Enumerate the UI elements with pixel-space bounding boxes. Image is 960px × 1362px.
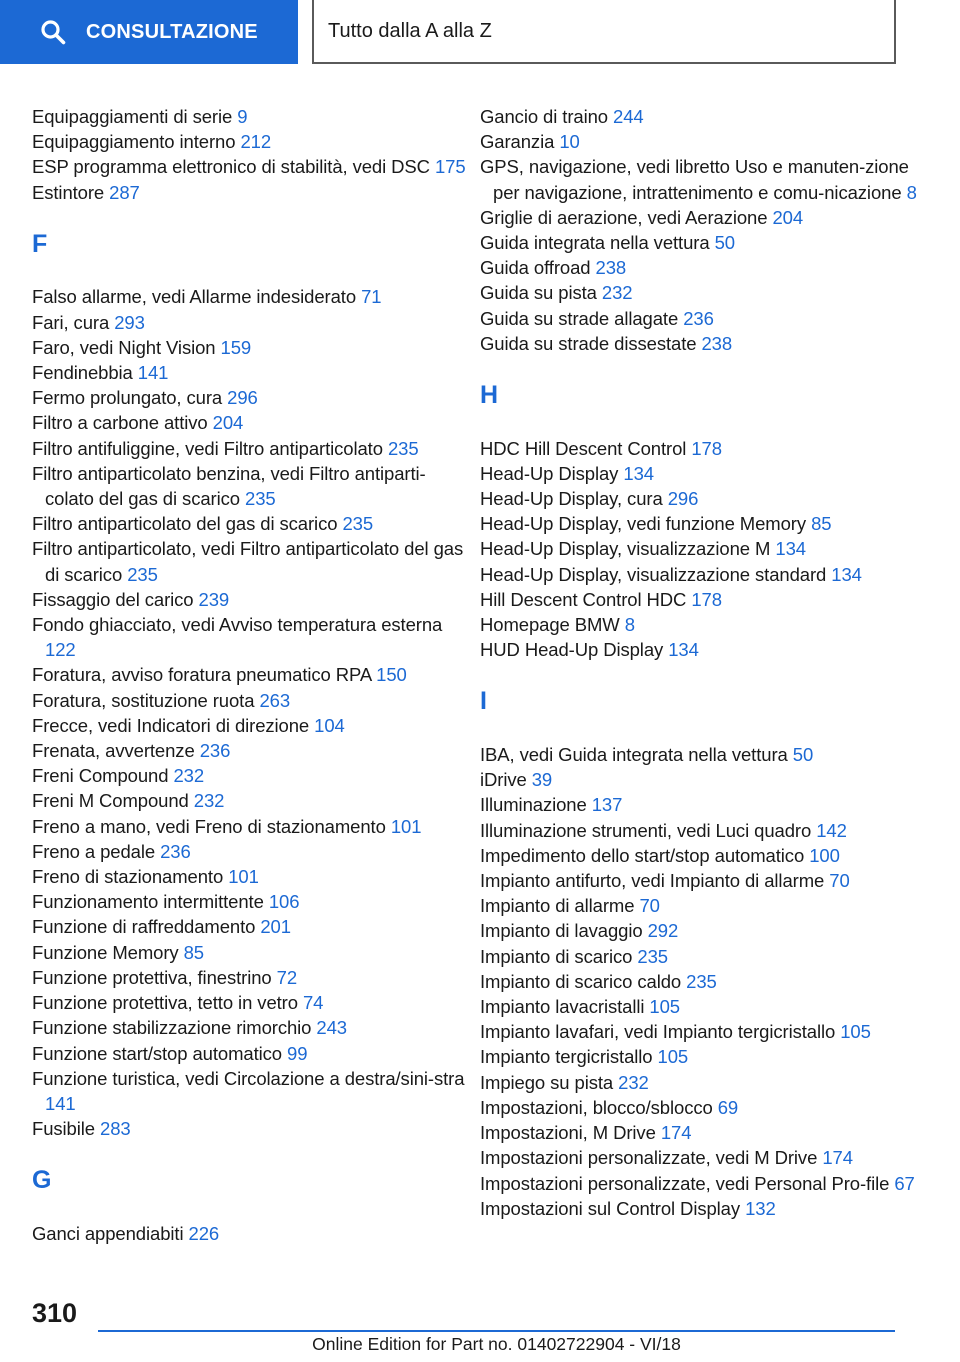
page-reference-link[interactable]: 99: [287, 1042, 308, 1064]
index-entry: [480, 230, 920, 255]
index-entry: [32, 990, 472, 1015]
index-entry-text: Guida integrata nella vettura: [480, 232, 710, 254]
index-entry: [32, 1066, 472, 1116]
page-reference-link[interactable]: 159: [220, 336, 252, 358]
index-entry: [32, 889, 472, 914]
index-entry: [32, 839, 472, 864]
index-entry: [480, 486, 920, 511]
page-reference-link[interactable]: 244: [613, 106, 644, 127]
index-entry: [480, 1019, 920, 1044]
index-entry-text: GPS, navigazione, vedi libretto Uso e manuten‐zione per navigazione, intrattenimento e comu‐nicazione: [480, 156, 909, 203]
page-reference-link[interactable]: 263: [259, 689, 291, 711]
page-reference-link[interactable]: 142: [816, 819, 847, 841]
index-entry: [32, 914, 472, 939]
page-reference-link[interactable]: 70: [639, 895, 660, 917]
page-reference-link[interactable]: 134: [775, 538, 806, 560]
page-reference-link[interactable]: 10: [559, 131, 580, 153]
page-reference-link[interactable]: 71: [361, 286, 382, 308]
index-entry-text: Impianto di scarico caldo: [480, 970, 682, 992]
page-reference-link[interactable]: 85: [811, 513, 832, 535]
index-entry: [480, 1070, 920, 1095]
index-entry: [480, 1196, 920, 1221]
index-entry: [32, 713, 472, 738]
index-entry: [480, 587, 920, 612]
index-entry: [480, 893, 920, 918]
page-reference-link[interactable]: 235: [342, 513, 374, 535]
index-entry: [480, 944, 920, 969]
index-entry-text: Funzione di raffreddamento: [32, 916, 256, 938]
index-entry: [32, 335, 472, 360]
index-entry-text: Impostazioni personalizzate, vedi Personal Pro‐file: [480, 1172, 890, 1194]
index-entry-text: Fendinebbia: [32, 362, 133, 384]
index-entry-text: Guida su strade allagate: [480, 307, 679, 329]
index-entry: [480, 843, 920, 868]
index-entry: [32, 1221, 472, 1246]
index-entry: [32, 536, 472, 586]
page-reference-link[interactable]: 235: [387, 437, 419, 459]
index-entry-text: Equipaggiamenti di serie: [32, 106, 233, 127]
page-reference-link[interactable]: 141: [45, 1092, 76, 1114]
page-reference-link[interactable]: 141: [137, 362, 169, 384]
index-entry: [32, 662, 472, 687]
index-entry-text: Foratura, sostituzione ruota: [32, 689, 255, 711]
page-reference-link[interactable]: 105: [657, 1046, 689, 1068]
index-entry: [32, 587, 472, 612]
page-reference-link[interactable]: 134: [831, 563, 862, 585]
page-reference-link[interactable]: 232: [618, 1071, 649, 1093]
index-entry-text: Funzione turistica, vedi Circolazione a destra/sini‐stra: [32, 1067, 465, 1089]
index-entry-text: Frenata, avvertenze: [32, 740, 195, 762]
index-entry-text: HDC Hill Descent Control: [480, 437, 687, 459]
index-entry-text: Impianto di lavaggio: [480, 920, 643, 942]
page-reference-link[interactable]: 174: [660, 1122, 692, 1144]
page-reference-link[interactable]: 175: [434, 156, 466, 178]
index-entry-text: Funzione start/stop automatico: [32, 1042, 282, 1064]
index-letter-heading: I: [480, 687, 487, 716]
index-entry-text: Guida offroad: [480, 257, 591, 279]
index-entry-text: Head-Up Display, visualizzazione M: [480, 538, 771, 560]
index-entry-text: Equipaggiamento interno: [32, 131, 236, 153]
page-reference-link[interactable]: 137: [591, 794, 623, 816]
index-entry: [480, 868, 920, 893]
index-entry-text: Impianto lavafari, vedi Impianto tergicristallo: [480, 1021, 836, 1043]
index-entry-text: Gancio di traino: [480, 106, 608, 127]
index-entry-text: Filtro antiparticolato del gas di scarico: [32, 513, 338, 535]
index-entry-text: Filtro a carbone attivo: [32, 412, 208, 434]
page-reference-link[interactable]: 104: [314, 714, 345, 736]
index-entry: [32, 180, 472, 205]
page-reference-link[interactable]: 238: [595, 257, 627, 279]
index-entry-text: Impianto antifurto, vedi Impianto di allarme: [480, 870, 825, 892]
index-entry: [480, 436, 920, 461]
index-entry-text: Illuminazione: [480, 794, 587, 816]
index-entry: [480, 767, 920, 792]
index-entry-text: Funzionamento intermittente: [32, 891, 264, 913]
footer-edition: Online Edition for Part no. 01402722904 - VI/18: [312, 1334, 681, 1354]
page-reference-link[interactable]: 232: [173, 765, 205, 787]
index-entry-text: Impianto tergicristallo: [480, 1046, 653, 1068]
index-entry-text: iDrive: [480, 769, 527, 791]
page-reference-link[interactable]: 201: [260, 916, 291, 938]
index-entry: [32, 284, 472, 309]
index-entry: [480, 306, 920, 331]
index-entry-text: Funzione stabilizzazione rimorchio: [32, 1017, 312, 1039]
page-number: 310: [32, 1298, 78, 1328]
page-reference-link[interactable]: 101: [228, 866, 259, 888]
index-entry-text: Funzione Memory: [32, 941, 179, 963]
index-entry: [480, 104, 920, 129]
index-entry-text: ESP programma elettronico di stabilità, vedi DSC: [32, 156, 430, 178]
index-entry: [32, 461, 472, 511]
index-entry-text: Impostazioni, blocco/sblocco: [480, 1096, 713, 1118]
index-entry-text: Falso allarme, vedi Allarme indesiderato: [32, 286, 357, 308]
index-entry: [480, 255, 920, 280]
index-entry-text: Head-Up Display, visualizzazione standard: [480, 563, 827, 585]
page-reference-link[interactable]: 105: [649, 996, 680, 1018]
index-entry-text: Fermo prolungato, cura: [32, 387, 223, 409]
index-entry-text: Guida su pista: [480, 282, 597, 304]
index-entry: [480, 918, 920, 943]
page-reference-link[interactable]: 105: [840, 1021, 871, 1043]
page-reference-link[interactable]: 132: [745, 1197, 776, 1219]
index-entry: [480, 612, 920, 637]
index-entry-text: Head-Up Display, vedi funzione Memory: [480, 513, 807, 535]
index-entry-text: Estintore: [32, 181, 105, 203]
page-reference-link[interactable]: 85: [183, 941, 204, 963]
index-entry: [480, 511, 920, 536]
index-entry-text: Fari, cura: [32, 311, 110, 333]
index-entry-text: IBA, vedi Guida integrata nella vettura: [480, 744, 788, 766]
index-entry: [32, 1015, 472, 1040]
index-letter-heading: H: [480, 381, 499, 410]
page-reference-link[interactable]: 70: [829, 870, 850, 892]
index-entry: [32, 814, 472, 839]
page-reference-link[interactable]: 243: [316, 1017, 347, 1039]
index-entry: [480, 1120, 920, 1145]
page-reference-link[interactable]: 236: [683, 307, 714, 329]
index-entry-text: Homepage BMW: [480, 614, 620, 636]
index-entry: [32, 104, 472, 129]
index-entry: [480, 562, 920, 587]
index-entry: [480, 637, 920, 662]
index-entry-text: Impiego su pista: [480, 1071, 614, 1093]
page-reference-link[interactable]: 293: [114, 311, 145, 333]
footer-divider: [98, 1330, 895, 1332]
index-entry-text: Fissaggio del carico: [32, 588, 194, 610]
page-reference-link[interactable]: 9: [237, 106, 248, 127]
index-entry-text: Freni M Compound: [32, 790, 189, 812]
search-icon: [40, 19, 66, 45]
page-reference-link[interactable]: 134: [668, 639, 699, 661]
section-label: CONSULTAZIONE: [86, 20, 258, 43]
page-reference-link[interactable]: 178: [691, 437, 722, 459]
page-reference-link[interactable]: 204: [212, 412, 244, 434]
page-reference-link[interactable]: 101: [390, 815, 422, 837]
index-entry: [32, 864, 472, 889]
index-entry: [480, 1044, 920, 1069]
page-reference-link[interactable]: 204: [772, 206, 804, 228]
page-reference-link[interactable]: 72: [276, 966, 298, 988]
page-reference-link[interactable]: 239: [198, 588, 230, 610]
consultazione-tab[interactable]: [0, 0, 298, 64]
index-letter-heading: G: [32, 1166, 52, 1195]
index-entry: [480, 792, 920, 817]
index-letter-heading: F: [32, 229, 48, 258]
page-reference-link[interactable]: 232: [601, 282, 633, 304]
index-column-left: [32, 104, 472, 1246]
index-entry-text: Fusibile: [32, 1118, 95, 1140]
page-reference-link[interactable]: 39: [531, 769, 553, 791]
index-entry-text: Impianto di scarico: [480, 945, 633, 967]
index-entry-text: Funzione protettiva, finestrino: [32, 966, 272, 988]
page-reference-link[interactable]: 134: [623, 462, 654, 484]
index-entry: [480, 1171, 920, 1196]
index-entry-text: Filtro antiparticolato, vedi Filtro antiparticolato del gas di scarico: [32, 538, 464, 585]
page-reference-link[interactable]: 150: [376, 664, 407, 686]
index-entry: [480, 742, 920, 767]
chapter-title[interactable]: Tutto dalla A alla Z: [312, 0, 896, 64]
index-entry-text: Illuminazione strumenti, vedi Luci quadro: [480, 819, 812, 841]
index-entry: [480, 331, 920, 356]
index-entry-text: Freno a pedale: [32, 840, 156, 862]
index-entry: [32, 763, 472, 788]
page-reference-link[interactable]: 174: [822, 1147, 853, 1169]
page-reference-link[interactable]: 238: [701, 332, 733, 354]
page-reference-link[interactable]: 232: [193, 790, 225, 812]
page-reference-link[interactable]: 235: [637, 945, 668, 967]
index-entry-text: Guida su strade dissestate: [480, 332, 697, 354]
index-entry-text: Freno di stazionamento: [32, 866, 224, 888]
index-entry: [32, 688, 472, 713]
index-entry-text: HUD Head-Up Display: [480, 639, 664, 661]
page-reference-link[interactable]: 122: [45, 639, 76, 661]
index-entry-text: Filtro antiparticolato benzina, vedi Filtro antiparti‐colato del gas di scarico: [32, 462, 426, 510]
index-entry: [480, 461, 920, 486]
index-entry-text: Ganci appendiabiti: [32, 1222, 184, 1244]
page-reference-link[interactable]: 67: [894, 1172, 915, 1194]
page-reference-link[interactable]: 236: [199, 740, 231, 762]
page-reference-link[interactable]: 8: [906, 181, 917, 203]
index-entry-text: Freni Compound: [32, 765, 169, 787]
page-reference-link[interactable]: 292: [647, 920, 679, 942]
page-reference-link[interactable]: 74: [302, 992, 324, 1014]
index-entry: [480, 280, 920, 305]
page-reference-link[interactable]: 226: [188, 1222, 220, 1244]
index-entry: [480, 818, 920, 843]
index-entry: [480, 154, 920, 204]
index-entry-text: Foratura, avviso foratura pneumatico RPA: [32, 664, 372, 686]
index-entry: [480, 969, 920, 994]
index-entry-text: Impianto lavacristalli: [480, 996, 645, 1018]
index-entry-text: Head-Up Display, cura: [480, 488, 663, 510]
page-reference-link[interactable]: 106: [268, 891, 300, 913]
index-entry-text: Frecce, vedi Indicatori di direzione: [32, 714, 310, 736]
index-entry: [32, 436, 472, 461]
page-reference-link[interactable]: 178: [691, 588, 722, 610]
page-reference-link[interactable]: 296: [667, 488, 699, 510]
index-entry-text: Impianto di allarme: [480, 895, 635, 917]
index-entry-text: Funzione protettiva, tetto in vetro: [32, 992, 298, 1014]
page-reference-link[interactable]: 100: [809, 844, 840, 866]
header: [0, 0, 960, 66]
index-entry-text: Garanzia: [480, 131, 555, 153]
index-entry: [32, 385, 472, 410]
index-entry: [32, 154, 472, 179]
page-reference-link[interactable]: 235: [127, 563, 158, 585]
index-entry: [32, 1116, 472, 1141]
index-entry-text: Head-Up Display: [480, 462, 619, 484]
index-entry: [480, 536, 920, 561]
index-entry-text: Fondo ghiacciato, vedi Avviso temperatura esterna: [32, 614, 443, 636]
page-reference-link[interactable]: 235: [686, 970, 717, 992]
index-entry: [32, 410, 472, 435]
page-reference-link[interactable]: 283: [100, 1118, 131, 1140]
page-reference-link[interactable]: 50: [792, 744, 814, 766]
index-entry: [32, 738, 472, 763]
index-entry-text: Filtro antifuliggine, vedi Filtro antiparticolato: [32, 437, 383, 459]
index-entry-text: Hill Descent Control HDC: [480, 588, 687, 610]
index-entry: [480, 205, 920, 230]
index-entry-text: Griglie di aerazione, vedi Aerazione: [480, 206, 768, 228]
page-reference-link[interactable]: 50: [714, 232, 735, 254]
page-reference-link[interactable]: 212: [240, 131, 272, 153]
index-entry: [480, 1095, 920, 1120]
index-entry-text: Impostazioni sul Control Display: [480, 1197, 741, 1219]
index-entry: [32, 129, 472, 154]
index-entry: [32, 1041, 472, 1066]
index-entry: [480, 994, 920, 1019]
page-reference-link[interactable]: 236: [160, 840, 191, 862]
index-entry: [480, 1145, 920, 1170]
index-entry-text: Faro, vedi Night Vision: [32, 336, 216, 358]
index-entry: [32, 310, 472, 335]
index-entry: [32, 965, 472, 990]
index-entry: [32, 940, 472, 965]
index-entry: [32, 612, 472, 662]
page-reference-link[interactable]: 8: [624, 614, 635, 636]
index-entry-text: Impostazioni personalizzate, vedi M Drive: [480, 1147, 818, 1169]
page-reference-link[interactable]: 296: [227, 387, 258, 409]
index-entry: [32, 511, 472, 536]
index-entry: [32, 788, 472, 813]
index-column-right: [480, 104, 920, 1221]
index-entry-text: Freno a mano, vedi Freno di stazionamento: [32, 815, 386, 837]
page-reference-link[interactable]: 287: [109, 181, 140, 203]
index-entry-text: Impostazioni, M Drive: [480, 1122, 656, 1144]
index-entry-text: Impedimento dello start/stop automatico: [480, 844, 805, 866]
page-reference-link[interactable]: 235: [245, 488, 276, 510]
index-entry: [32, 360, 472, 385]
index-entry: [480, 129, 920, 154]
page-reference-link[interactable]: 69: [717, 1096, 739, 1118]
